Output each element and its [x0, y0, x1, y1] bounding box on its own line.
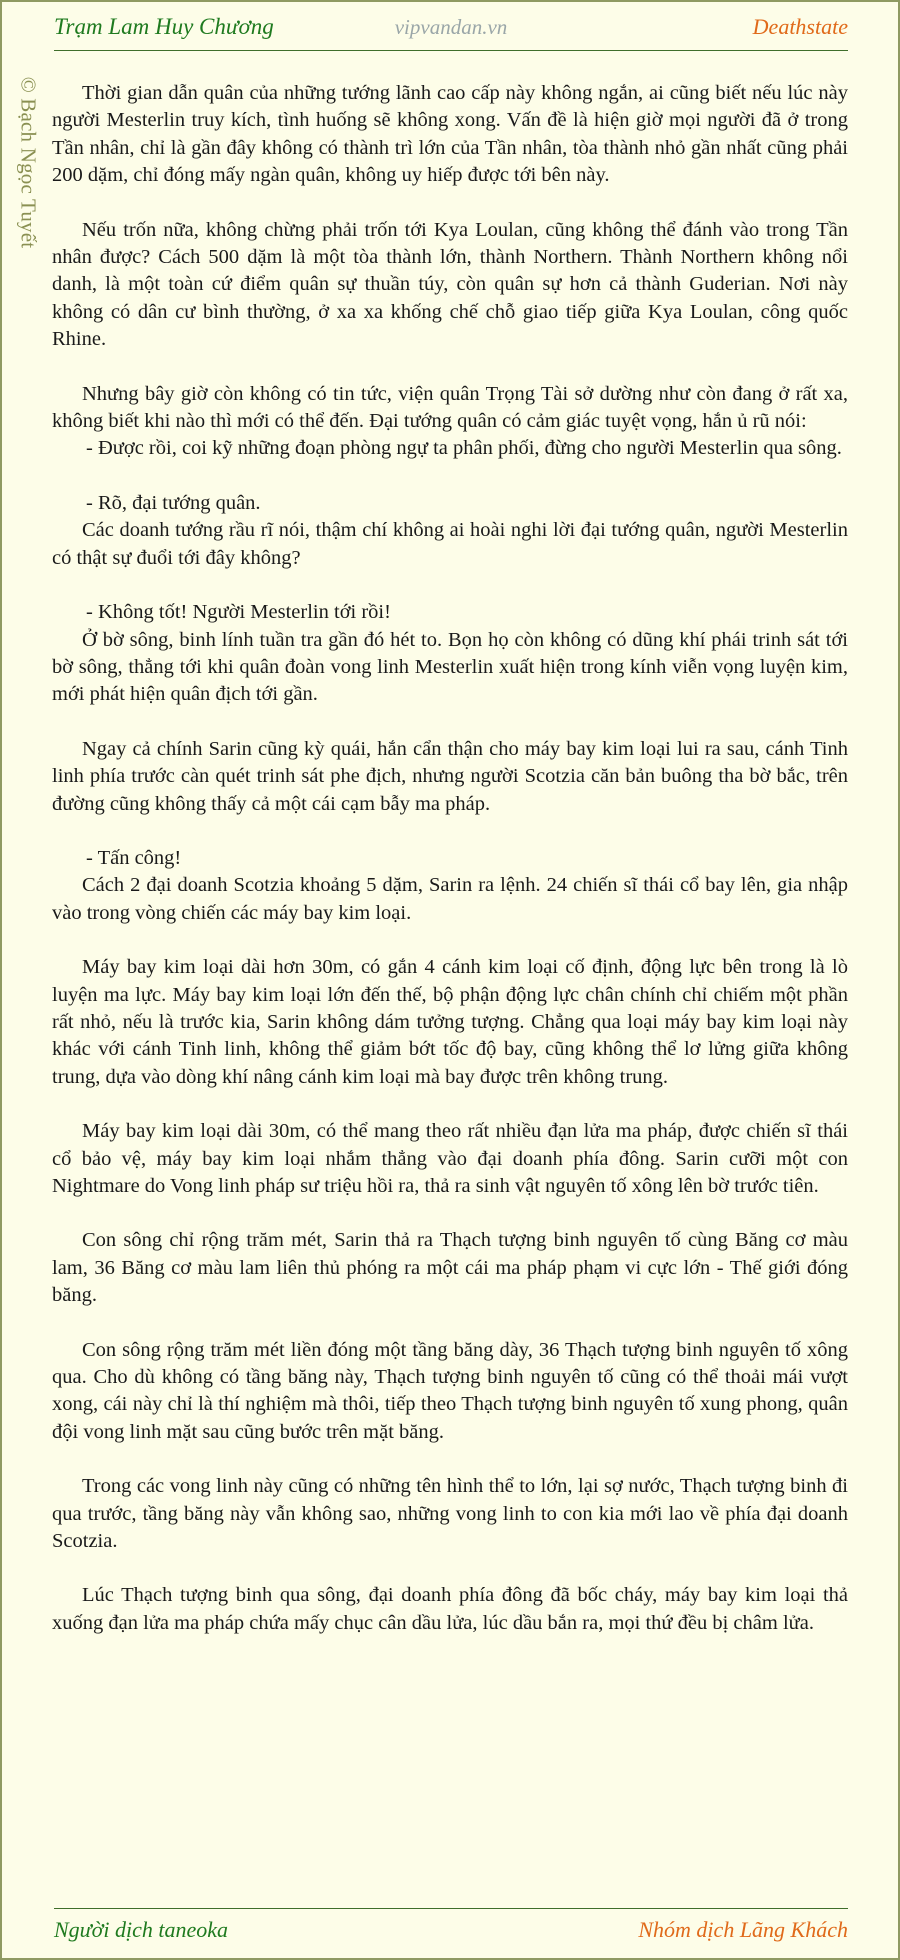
paragraph: Nhưng bây giờ còn không có tin tức, viện quân Trọng Tài sở dường như còn đang ở rất xa, không biết khi nào thì mới có thể đến. Đại tướng quân có cảm giác tuyệt vọng, hắn ủ rũ nói: — [52, 382, 848, 433]
chapter-title: Deathstate — [752, 14, 848, 39]
paragraph: Lúc Thạch tượng binh qua sông, đại doanh phía đông đã bốc cháy, máy bay kim loại thả xuống đạn lửa ma pháp chứa mấy chục cân dầu lửa, lúc dầu bắn ra, mọi thứ đều bị châm lửa. — [52, 1584, 848, 1634]
story-text — [52, 80, 848, 1637]
paragraph: Thời gian dẫn quân của những tướng lãnh cao cấp này không ngắn, ai cũng biết nếu lúc này người Mesterlin truy kích, tình huống sẽ không xong. Vấn đề là hiện giờ mọi người đã ở trong Tần nhân, chỉ là gần đây không có thành trì lớn của Tần nhân, tòa thành nhỏ gần nhất cũng phải 200 dặm, chỉ đóng mấy ngàn quân, không uy hiếp được tới bên này. — [52, 82, 848, 187]
book-title: Trạm Lam Huy Chương — [54, 14, 274, 39]
paragraph: Ở bờ sông, binh lính tuần tra gần đó hét to. Bọn họ còn không có dũng khí phái trinh sát tới bờ sông, thẳng tới khi quân đoàn vong linh Mesterlin xuất hiện trong kính viễn vọng luyện kim, mới phát hiện quân địch tới gần. — [52, 628, 848, 706]
paragraph: Trong các vong linh này cũng có những tên hình thể to lớn, lại sợ nước, Thạch tượng binh đi qua trước, tầng băng này vẫn không sao, những vong linh to con kia mới lao về phía đại doanh Scotzia. — [52, 1475, 848, 1553]
dialogue-line: - Tấn công! — [86, 846, 182, 869]
paragraph: Ngay cả chính Sarin cũng kỳ quái, hắn cẩn thận cho máy bay kim loại lui ra sau, cánh Tinh linh phía trước càn quét trinh sát phe địch, nhưng người Scotzia căn bản buông tha bờ bắc, trên đường cũng không thấy cả một cái cạm bẫy ma pháp. — [52, 737, 848, 815]
paragraph: Con sông chỉ rộng trăm mét, Sarin thả ra Thạch tượng binh nguyên tố cùng Băng cơ màu lam, 36 Băng cơ màu lam liên thủ phóng ra một cái ma pháp phạm vi cực lớn - Thế giới đóng băng. — [52, 1229, 848, 1307]
page-header — [54, 10, 848, 51]
translator-credit: Người dịch taneoka — [54, 1917, 229, 1942]
paragraph: Nếu trốn nữa, không chừng phải trốn tới Kya Loulan, cũng không thể đánh vào trong Tần nhân được? Cách 500 dặm là một tòa thành lớn, thành Northern. Thành Northern không nổi danh, là một toàn cứ điểm quân sự thuần túy, còn quân sự hơn cả thành Guderian. Nơi này không có dân cư bình thường, ở xa xa khống chế chỗ giao tiếp giữa Kya Loulan, công quốc Rhine. — [52, 218, 848, 351]
translation-group: Nhóm dịch Lãng Khách — [638, 1917, 848, 1942]
copyright-watermark — [8, 52, 48, 272]
page-footer — [54, 1908, 848, 1955]
copyright-text: © Bạch Ngọc Tuyết — [16, 76, 41, 248]
website-name: vipvandan.vn — [394, 15, 508, 39]
paragraph: Máy bay kim loại dài 30m, có thể mang theo rất nhiều đạn lửa ma pháp, được chiến sĩ thái cổ bảo vệ, máy bay kim loại nhắm thẳng vào đại doanh phía đông. Sarin cưỡi một con Nightmare do Vong linh pháp sư triệu hồi ra, thả ra sinh vật nguyên tố xông lên bờ trước tiên. — [52, 1120, 848, 1197]
paragraph: Cách 2 đại doanh Scotzia khoảng 5 dặm, Sarin ra lệnh. 24 chiến sĩ thái cổ bay lên, gia nhập vào trong vòng chiến các máy bay kim loại. — [52, 874, 848, 924]
paragraph: Các doanh tướng rầu rĩ nói, thậm chí không ai hoài nghi lời đại tướng quân, người Mesterlin có thật sự đuổi tới đây không? — [52, 519, 848, 569]
paragraph: Máy bay kim loại dài hơn 30m, có gắn 4 cánh kim loại cố định, động lực bên trong là lò luyện ma lực. Máy bay kim loại lớn đến thế, bộ phận động lực chân chính chỉ chiếm một phần rất nhỏ, nếu là trước kia, Sarin không dám tưởng tượng. Chẳng qua loại máy bay kim loại này khác với cánh Tinh linh, không thể giảm bớt tốc độ bay, cũng không thể lơ lửng giữa không trung, dựa vào dòng khí nâng cánh kim loại mà bay được trên không trung. — [52, 956, 848, 1088]
dialogue-line: - Không tốt! Người Mesterlin tới rồi! — [86, 601, 391, 624]
dialogue-line: - Được rồi, coi kỹ những đoạn phòng ngự ta phân phối, đừng cho người Mesterlin qua sông. — [86, 437, 842, 460]
paragraph: Con sông rộng trăm mét liền đóng một tầng băng dày, 36 Thạch tượng binh nguyên tố xông qua. Cho dù không có tầng băng này, Thạch tượng binh nguyên tố cũng có thể thoải mái vượt xong, cái này chỉ là thí nghiệm mà thôi, tiếp theo Thạch tượng binh nguyên tố xung phong, quân đội vong linh mặt sau cũng bước trên mặt băng. — [52, 1338, 848, 1443]
dialogue-line: - Rõ, đại tướng quân. — [86, 491, 261, 514]
